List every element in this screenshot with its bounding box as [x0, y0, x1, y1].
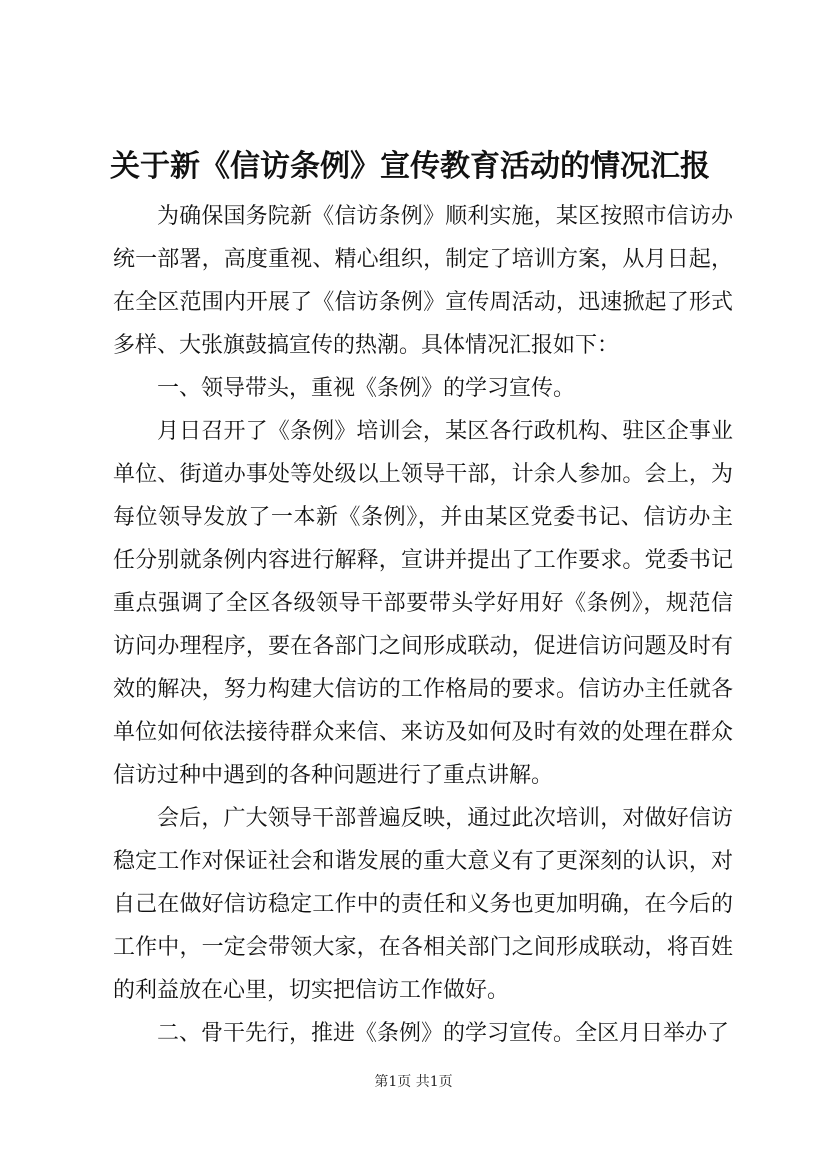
document-body	[113, 195, 733, 1055]
page-footer: 第1页 共1页	[374, 1074, 453, 1090]
paragraph-feedback: 会后，广大领导干部普遍反映，通过此次培训，对做好信访稳定工作对保证社会和谐发展的重大意义有了更深刻的认识，对自己在做好信访稳定工作中的责任和义务也更加明确，在今后的工作中，一定会带领大家，在各相关部门之间形成联动，将百姓的利益放在心里，切实把信访工作做好。	[113, 806, 733, 1003]
paragraph-intro: 为确保国务院新《信访条例》顺利实施，某区按照市信访办统一部署，高度重视、精心组织，制定了培训方案，从月日起，在全区范围内开展了《信访条例》宣传周活动，迅速掀起了形式多样、大张旗鼓搞宣传的热潮。具体情况汇报如下：	[113, 204, 733, 358]
document-title: 关于新《信访条例》宣传教育活动的情况汇报	[110, 149, 710, 184]
paragraph-training-meeting: 月日召开了《条例》培训会，某区各行政机构、驻区企事业单位、街道办事处等处级以上领导干部，计余人参加。会上，为每位领导发放了一本新《条例》，并由某区党委书记、信访办主任分别就条例内容进行解释，宣讲并提出了工作要求。党委书记重点强调了全区各级领导干部要带头学好用好《条例》，规范信访问办理程序，要在各部门之间形成联动，促进信访问题及时有效的解决，努力构建大信访的工作格局的要求。信访办主任就各单位如何依法接待群众来信、来访及如何及时有效的处理在群众信访过种中遇到的各种问题进行了重点讲解。	[113, 419, 733, 788]
section-heading-2: 二、骨干先行，推进《条例》的学习宣传。全区月日举办了	[157, 1021, 730, 1046]
section-heading-1: 一、领导带头，重视《条例》的学习宣传。	[157, 376, 576, 401]
